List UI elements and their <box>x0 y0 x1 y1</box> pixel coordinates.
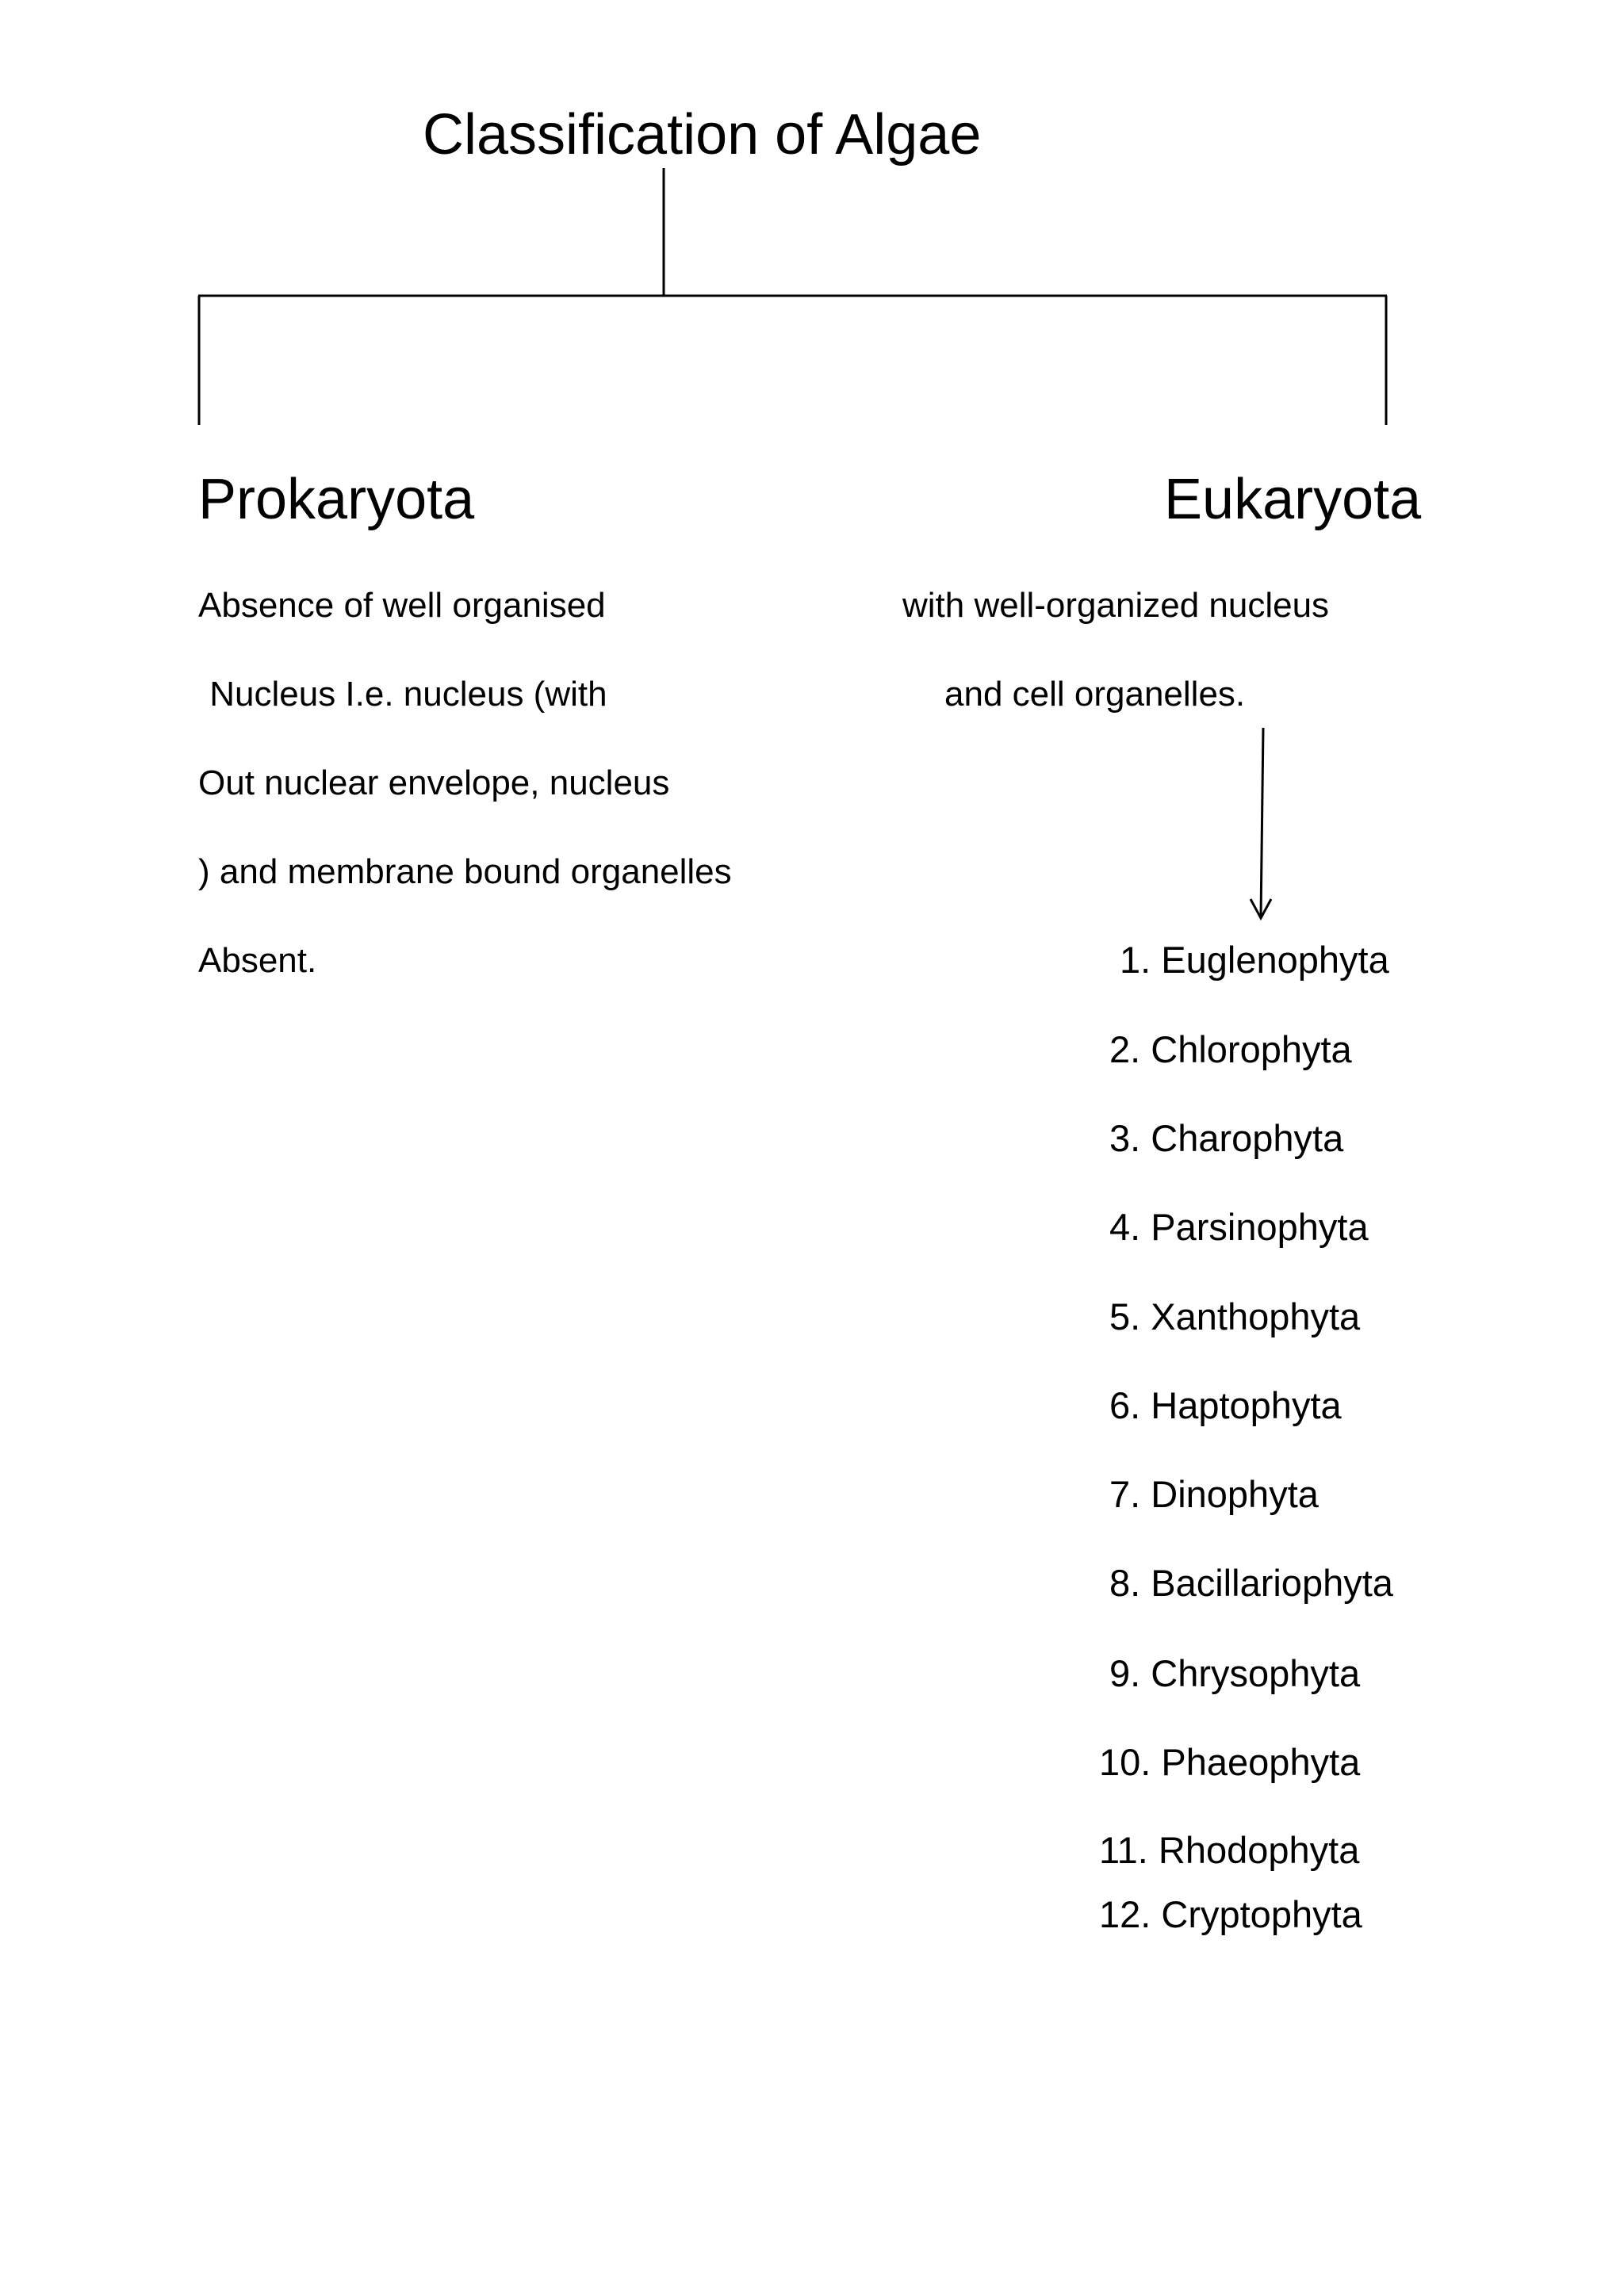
arrowhead-icon <box>1251 899 1271 918</box>
eukaryota-division-item: 7. Dinophyta <box>1109 1473 1319 1515</box>
diagram-title: Classification of Algae <box>423 103 982 166</box>
eukaryota-division-item: 5. Xanthophyta <box>1109 1295 1361 1337</box>
eukaryota-division-item: 10. Phaeophyta <box>1099 1741 1361 1783</box>
eukaryota-division-item: 3. Charophyta <box>1109 1117 1344 1159</box>
eukaryota-division-item: 2. Chlorophyta <box>1109 1028 1352 1070</box>
prokaryota-heading: Prokaryota <box>198 468 475 531</box>
eukaryota-description-line: and cell organelles. <box>944 675 1246 714</box>
prokaryota-description-line: Absent. <box>198 941 317 980</box>
eukaryota-heading: Eukaryota <box>1164 468 1422 531</box>
prokaryota-description-line: Absence of well organised <box>198 586 606 625</box>
eukaryota-description-line: with well-organized nucleus <box>902 586 1330 625</box>
eukaryota-division-item: 1. Euglenophyta <box>1120 939 1389 981</box>
prokaryota-description-line: Nucleus I.e. nucleus (with <box>200 675 607 714</box>
eukaryota-division-item: 8. Bacillariophyta <box>1109 1562 1393 1604</box>
eukaryota-division-item: 11. Rhodophyta <box>1099 1829 1360 1871</box>
prokaryota-description-line: ) and membrane bound organelles <box>198 852 732 891</box>
eukaryota-arrow-line <box>1261 728 1263 918</box>
eukaryota-division-item: 6. Haptophyta <box>1109 1384 1342 1426</box>
prokaryota-description-line: Out nuclear envelope, nucleus <box>198 763 670 802</box>
eukaryota-division-item: 4. Parsinophyta <box>1109 1206 1369 1248</box>
eukaryota-division-item: 9. Chrysophyta <box>1109 1652 1361 1694</box>
eukaryota-division-item: 12. Cryptophyta <box>1099 1893 1362 1935</box>
